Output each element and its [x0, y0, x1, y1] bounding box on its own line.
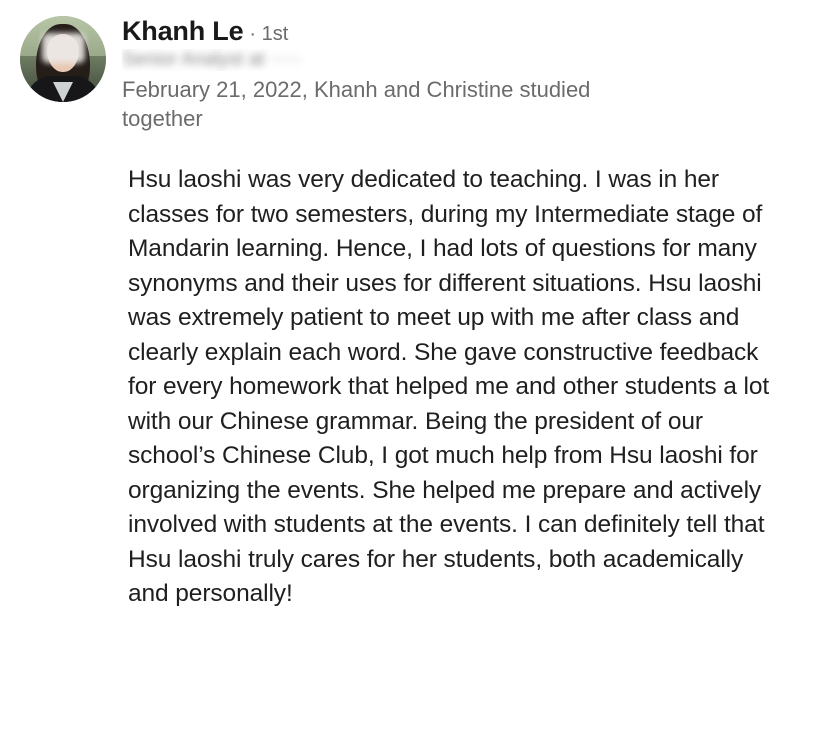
avatar[interactable] — [20, 16, 106, 102]
recommendation-header — [20, 14, 794, 133]
author-headline — [122, 49, 794, 71]
recommendation-meta — [122, 14, 794, 133]
recommendation-body-text: Hsu laoshi was very dedicated to teaching. I was in her classes for two semesters, during my Intermediate stage of Mandarin learning. Hence, I had lots of questions for many synonyms and their uses for different situations. Hsu laoshi was extremely patient to meet up with me after class and clearly explain each word. She gave constructive feedback for every homework that helped me and other students a lot with our Chinese grammar. Being the president of our school’s Chinese Club, I got much help from Hsu laoshi for organizing the events. She helped me prepare and actively involved with students at the events. I can definitely tell that Hsu laoshi truly cares for her students, both academically and personally! — [128, 166, 770, 608]
author-headline-blurred-text: Senior Analyst at ····· — [122, 49, 302, 71]
connection-degree: · 1st — [249, 23, 289, 45]
avatar-face-blur-overlay — [42, 33, 85, 63]
author-name-line — [122, 16, 794, 47]
recommendation-relationship: February 21, 2022, Khanh and Christine studied together — [122, 77, 591, 132]
author-name[interactable]: Khanh Le — [122, 16, 244, 46]
